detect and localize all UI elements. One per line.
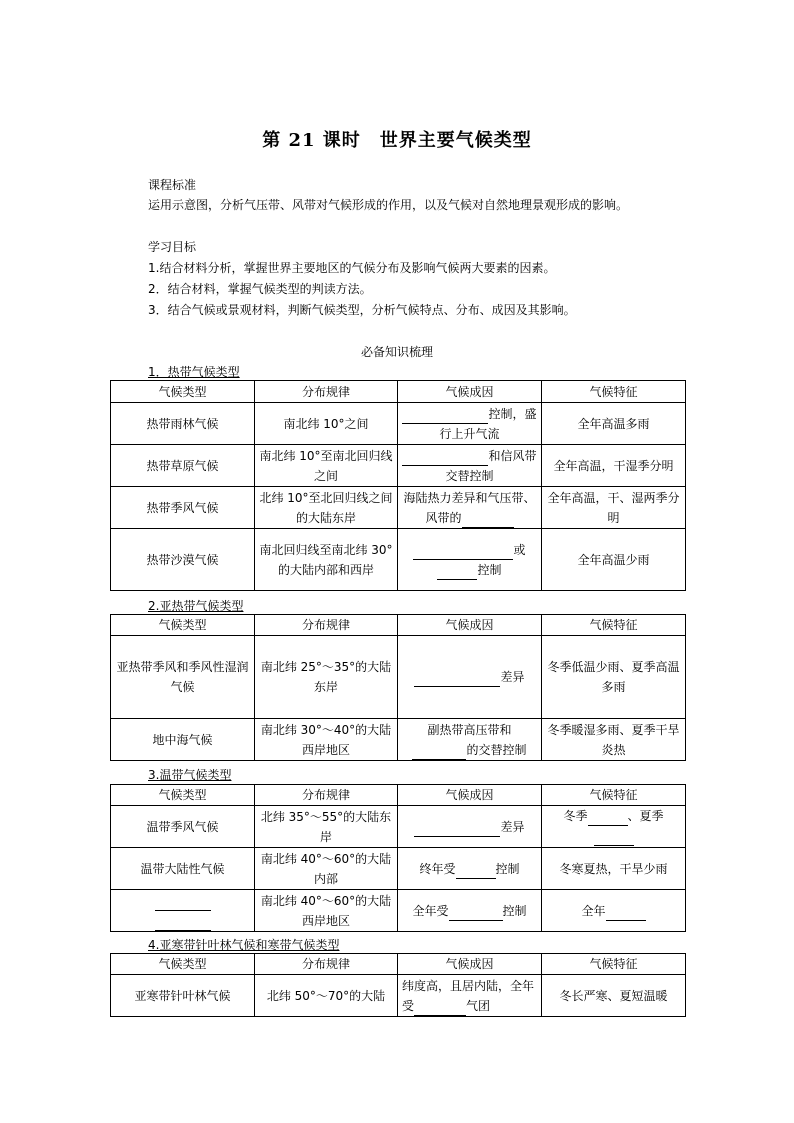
table-row <box>111 848 686 890</box>
distribution-cell: 南北纬 25°～35°的大陆东岸 <box>255 636 398 719</box>
header-cell: 气候类型 <box>111 615 255 636</box>
climate-type-cell: 热带沙漠气候 <box>111 529 255 591</box>
cause-cell: 纬度高，且居内陆，全年受 气团 <box>398 975 542 1017</box>
feature-cell: 冬季 、夏季 <box>542 806 686 848</box>
cause-cell: 副热带高压带和 的交替控制 <box>398 719 542 761</box>
distribution-cell: 北纬 50°～70°的大陆 <box>255 975 398 1017</box>
feature-cell: 全年高温，干、湿两季分明 <box>542 487 686 529</box>
subtropical-climate-table <box>110 614 686 761</box>
cause-cell: 终年受 控制 <box>398 848 542 890</box>
distribution-cell: 南北回归线至南北纬 30°的大陆内部和西岸 <box>255 529 398 591</box>
page-title: 第 21 课时 世界主要气候类型 <box>262 130 532 151</box>
tropical-climate-table <box>110 380 686 591</box>
table-row <box>111 636 686 719</box>
header-cell: 气候特征 <box>542 954 686 975</box>
answer-blank[interactable] <box>402 410 488 424</box>
distribution-cell: 南北纬 10°之间 <box>255 403 398 445</box>
table-row <box>111 403 686 445</box>
distribution-cell: 北纬 35°～55°的大陆东岸 <box>255 806 398 848</box>
cause-cell: 和信风带交替控制 <box>398 445 542 487</box>
feature-cell: 冬寒夏热，干旱少雨 <box>542 848 686 890</box>
climate-type-cell <box>111 890 255 932</box>
header-cell: 气候特征 <box>542 615 686 636</box>
header-cell: 气候特征 <box>542 785 686 806</box>
feature-cell: 全年高温，干湿季分明 <box>542 445 686 487</box>
table-caption-subarctic: 4.亚寒带针叶林气候和寒带气候类型 <box>148 938 340 952</box>
distribution-cell: 南北纬 10°至南北回归线之间 <box>255 445 398 487</box>
climate-type-cell: 热带季风气候 <box>111 487 255 529</box>
answer-blank[interactable] <box>414 673 500 687</box>
standard-text: 运用示意图，分析气压带、风带对气候形成的作用，以及气候对自然地理景观形成的影响。 <box>148 198 629 212</box>
table-row <box>111 719 686 761</box>
table-header-row <box>111 615 686 636</box>
answer-blank[interactable] <box>456 865 496 879</box>
table-caption-subtropical: 2.亚热带气候类型 <box>148 599 244 613</box>
feature-cell: 冬季低温少雨、夏季高温多雨 <box>542 636 686 719</box>
climate-type-cell: 温带大陆性气候 <box>111 848 255 890</box>
climate-type-cell: 热带雨林气候 <box>111 403 255 445</box>
header-cell: 气候成因 <box>398 954 542 975</box>
answer-blank[interactable] <box>449 907 503 921</box>
distribution-cell: 南北纬 40°～60°的大陆西岸地区 <box>255 890 398 932</box>
answer-blank[interactable] <box>155 917 211 931</box>
climate-type-cell: 地中海气候 <box>111 719 255 761</box>
climate-type-cell: 亚寒带针叶林气候 <box>111 975 255 1017</box>
climate-type-cell: 亚热带季风和季风性湿润气候 <box>111 636 255 719</box>
feature-cell: 冬季暖湿多雨、夏季干旱炎热 <box>542 719 686 761</box>
distribution-cell: 南北纬 40°～60°的大陆内部 <box>255 848 398 890</box>
table-caption-tropical: 1．热带气候类型 <box>148 365 240 379</box>
answer-blank[interactable] <box>594 832 634 846</box>
distribution-cell: 南北纬 30°～40°的大陆西岸地区 <box>255 719 398 761</box>
goal-item-3: 3．结合气候或景观材料，判断气候类型，分析气候特点、分布、成因及其影响。 <box>148 303 576 317</box>
cause-cell: 海陆热力差异和气压带、风带的 <box>398 487 542 529</box>
feature-cell: 冬长严寒、夏短温暖 <box>542 975 686 1017</box>
temperate-climate-table <box>110 784 686 932</box>
header-cell: 气候成因 <box>398 615 542 636</box>
goal-item-2: 2．结合材料，掌握气候类型的判读方法。 <box>148 282 372 296</box>
climate-type-cell: 热带草原气候 <box>111 445 255 487</box>
header-cell: 分布规律 <box>255 954 398 975</box>
standard-heading: 课程标准 <box>148 178 197 192</box>
cause-cell: 差异 <box>398 806 542 848</box>
feature-cell: 全年高温多雨 <box>542 403 686 445</box>
header-cell: 气候特征 <box>542 381 686 403</box>
answer-blank[interactable] <box>402 452 488 466</box>
header-cell: 气候成因 <box>398 785 542 806</box>
goal-item-1: 1.结合材料分析，掌握世界主要地区的气候分布及影响气候两大要素的因素。 <box>148 261 556 275</box>
header-cell: 分布规律 <box>255 785 398 806</box>
table-row <box>111 529 686 591</box>
answer-blank[interactable] <box>588 812 628 826</box>
cause-cell: 全年受 控制 <box>398 890 542 932</box>
header-cell: 分布规律 <box>255 615 398 636</box>
answer-blank[interactable] <box>437 566 477 580</box>
header-cell: 气候类型 <box>111 954 255 975</box>
table-header-row <box>111 954 686 975</box>
subarctic-climate-table <box>110 953 686 1017</box>
table-row <box>111 806 686 848</box>
section-title: 必备知识梳理 <box>360 345 433 359</box>
answer-blank[interactable] <box>606 907 646 921</box>
answer-blank[interactable] <box>414 1002 466 1016</box>
cause-cell: 差异 <box>398 636 542 719</box>
answer-blank[interactable] <box>462 514 514 528</box>
answer-blank[interactable] <box>414 823 500 837</box>
table-row <box>111 487 686 529</box>
feature-cell: 全年高温少雨 <box>542 529 686 591</box>
distribution-cell: 北纬 10°至北回归线之间的大陆东岸 <box>255 487 398 529</box>
table-row <box>111 445 686 487</box>
goals-heading: 学习目标 <box>148 240 197 254</box>
feature-cell: 全年 <box>542 890 686 932</box>
table-row <box>111 890 686 932</box>
answer-blank[interactable] <box>155 897 211 911</box>
cause-cell: 控制，盛行上升气流 <box>398 403 542 445</box>
table-row <box>111 975 686 1017</box>
answer-blank[interactable] <box>412 746 466 760</box>
table-caption-temperate: 3.温带气候类型 <box>148 768 232 782</box>
header-cell: 气候类型 <box>111 381 255 403</box>
cause-cell: 或 控制 <box>398 529 542 591</box>
header-cell: 气候类型 <box>111 785 255 806</box>
table-header-row <box>111 381 686 403</box>
header-cell: 分布规律 <box>255 381 398 403</box>
climate-type-cell: 温带季风气候 <box>111 806 255 848</box>
header-cell: 气候成因 <box>398 381 542 403</box>
answer-blank[interactable] <box>413 546 513 560</box>
table-header-row <box>111 785 686 806</box>
